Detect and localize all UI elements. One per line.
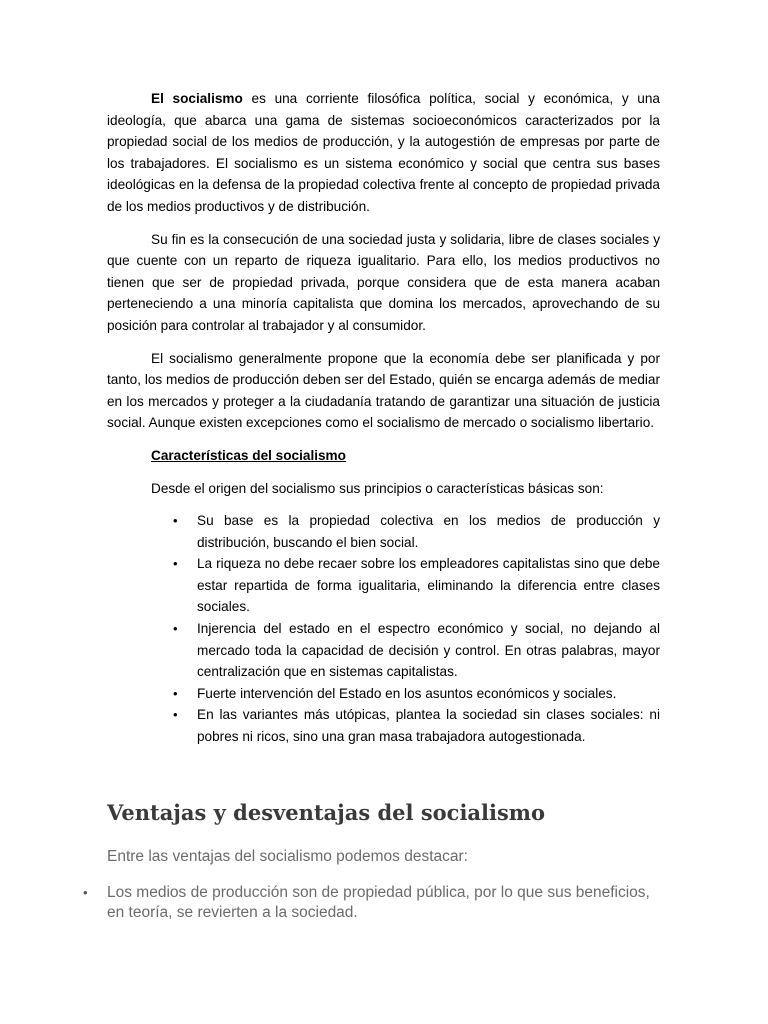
document-body xyxy=(107,88,660,748)
list-item xyxy=(173,618,660,683)
list-item-text: En las variantes más utópicas, plantea la sociedad sin clases sociales: ni pobres ni ricos, sino una gran masa trabajadora autogestionada. xyxy=(197,707,660,745)
bullet-icon: • xyxy=(173,685,178,701)
bullet-icon: • xyxy=(173,556,178,572)
list-item xyxy=(173,683,660,705)
list-item xyxy=(83,883,667,923)
list-item xyxy=(173,704,660,747)
list-item-text: La riqueza no debe recaer sobre los empleadores capitalistas sino que debe estar repartida de forma igualitaria, eliminando la diferencia entre clases sociales. xyxy=(197,556,660,615)
section-heading: Características del socialismo xyxy=(151,447,346,463)
section-intro: Desde el origen del socialismo sus principios o características básicas son: xyxy=(151,480,604,496)
list-item-text: Injerencia del estado en el espectro económico y social, no dejando al mercado toda la capacidad de decisión y control. En otras palabras, mayor centralización que en sistemas capitalistas. xyxy=(197,621,660,680)
paragraph-definition xyxy=(107,88,660,218)
paragraph-planning: El socialismo generalmente propone que la economía debe ser planificada y por tanto, los medios de producción deben ser del Estado, quién se encarga además de mediar en los mercados y proteger a la ciudadanía tratando de garantizar una situación de justicia social. Aunque existen excepciones como el socialismo de mercado o socialismo libertario. xyxy=(107,350,660,431)
paragraph-lead-term: El socialismo xyxy=(151,91,243,106)
list-item-text: Fuerte intervención del Estado en los asuntos económicos y sociales. xyxy=(197,685,617,701)
list-item xyxy=(173,510,660,553)
list-item-text: Los medios de producción son de propiedad pública, por lo que sus beneficios, en teoría, se revierten a la sociedad. xyxy=(107,884,650,921)
paragraph-goal: Su fin es la consecución de una sociedad justa y solidaria, libre de clases sociales y que cuente con un reparto de riqueza igualitario. Para ello, los medios productivos no tienen que ser de propiedad privada, porque considera que de esta manera acaban perteneciendo a una minoría capitalista que domina los mercados, aprovechando de su posición para controlar al trabajador y al consumidor. xyxy=(107,231,660,333)
paragraph-text: es una corriente filosófica política, social y económica, y una ideología, que abarca una gama de sistemas socioeconómicos caracterizados por la propiedad social de los medios de producción, y la autogestión de empresas por parte de los trabajadores. El socialismo es un sistema económico y social que centra sus bases ideológicas en la defensa de la propiedad colectiva frente al concepto de propiedad privada de los medios productivos y de distribución. xyxy=(107,91,660,214)
bullet-icon: • xyxy=(173,621,178,637)
list-item xyxy=(173,553,660,618)
bullet-icon: • xyxy=(173,513,178,529)
bullet-icon: • xyxy=(173,707,178,723)
advantages-list xyxy=(83,883,667,923)
advantages-intro: Entre las ventajas del socialismo podemos destacar: xyxy=(107,848,468,865)
characteristics-list xyxy=(107,510,660,748)
advantages-heading: Ventajas y desventajas del socialismo xyxy=(107,800,546,825)
bullet-icon: • xyxy=(83,885,88,900)
list-item-text: Su base es la propiedad colectiva en los medios de producción y distribución, buscando el bien social. xyxy=(197,513,660,550)
